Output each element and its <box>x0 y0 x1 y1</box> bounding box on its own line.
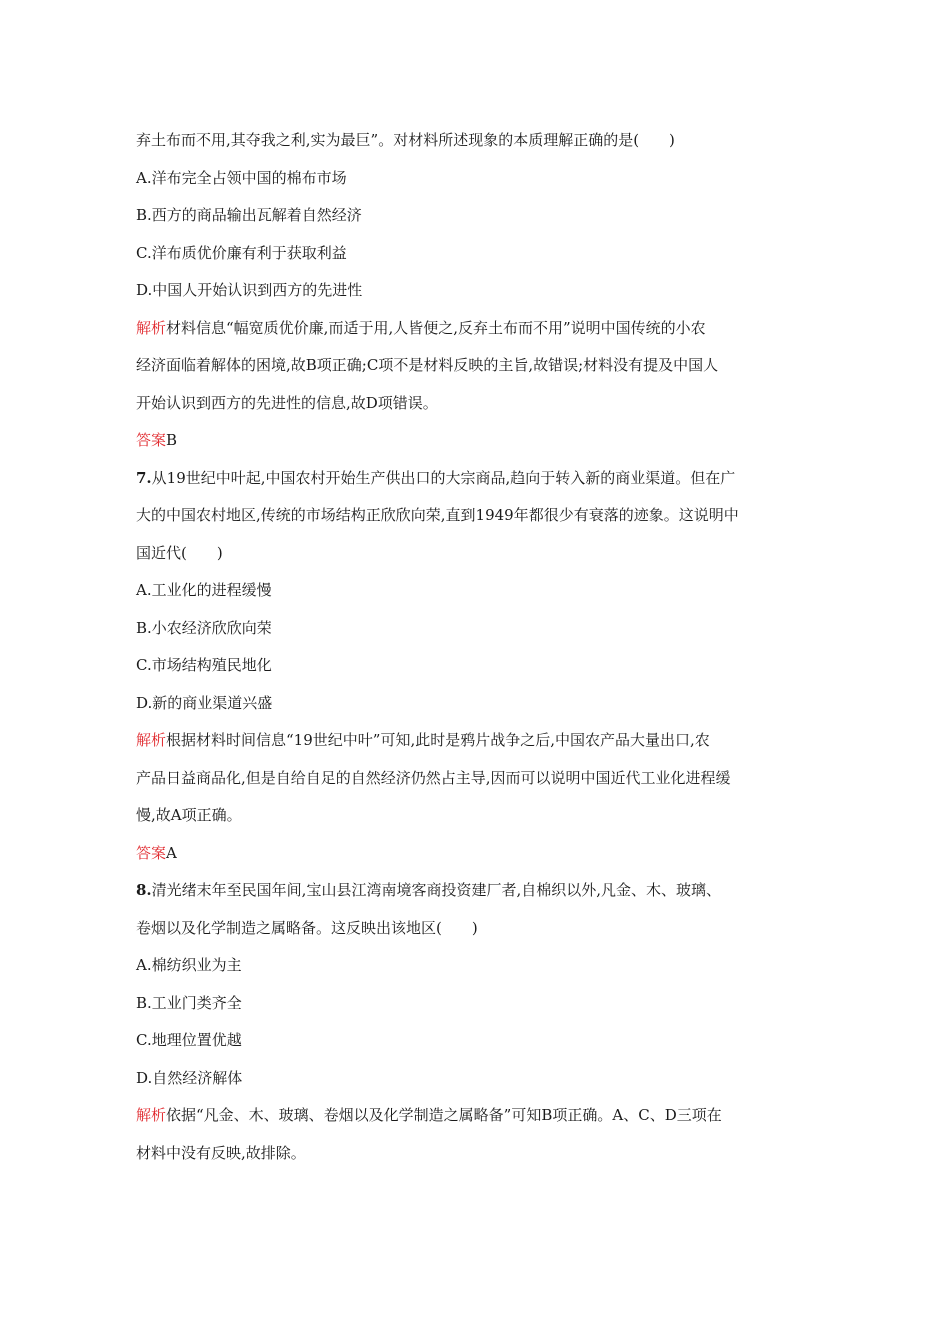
q8-option-c: C.地理位置优越 <box>136 1031 242 1049</box>
q7-stem-line-2: 大的中国农村地区,传统的市场结构正欣欣向荣,直到1949年都很少有衰落的迹象。这说明中 <box>136 506 739 524</box>
q7-answer <box>136 835 816 873</box>
q8-number: 8. <box>136 881 152 899</box>
q6-stem-tail: 弃土布而不用,其夺我之利,实为最巨”。对材料所述现象的本质理解正确的是( ) <box>136 131 675 149</box>
q7-analysis-text-1: 根据材料时间信息“19世纪中叶”可知,此时是鸦片战争之后,中国农产品大量出口,农 <box>166 731 710 749</box>
q6-analysis-line-3: 开始认识到西方的先进性的信息,故D项错误。 <box>136 393 438 412</box>
q8-option-d: D.自然经济解体 <box>136 1068 243 1087</box>
q8-option-a: A.棉纺织业为主 <box>136 956 242 974</box>
q7-answer-label: 答案 <box>136 843 167 862</box>
q7-stem-text-1: 从19世纪中叶起,中国农村开始生产供出口的大宗商品,趋向于转入新的商业渠道。但在广 <box>151 468 736 487</box>
q6-answer-value: B <box>166 431 178 449</box>
q7-option-b: B.小农经济欣欣向荣 <box>136 618 272 637</box>
q8-analysis-line-1 <box>136 1097 816 1135</box>
q6-answer <box>136 422 816 460</box>
q7-option-c: C.市场结构殖民地化 <box>136 656 272 674</box>
q7-number: 7. <box>136 468 152 487</box>
q6-analysis-line-2: 经济面临着解体的困境,故B项正确;C项不是材料反映的主旨,故错误;材料没有提及中国人 <box>136 356 719 374</box>
q8-stem-text-1: 清光绪末年至民国年间,宝山县江湾南境客商投资建厂者,自棉织以外,凡金、木、玻璃、 <box>151 881 721 899</box>
q6-option-c: C.洋布质优价廉有利于获取利益 <box>136 243 347 262</box>
q7-stem-line-1 <box>136 460 816 498</box>
q7-analysis-label: 解析 <box>136 731 167 749</box>
q8-option-b: B.工业门类齐全 <box>136 993 242 1012</box>
q6-answer-label: 答案 <box>136 431 167 449</box>
q8-analysis-line-2: 材料中没有反映,故排除。 <box>136 1143 306 1162</box>
q7-analysis-line-2: 产品日益商品化,但是自给自足的自然经济仍然占主导,因而可以说明中国近代工业化进程缓 <box>136 768 731 787</box>
q6-analysis-text-1: 材料信息“幅宽质优价廉,而适于用,人皆便之,反弃土布而不用”说明中国传统的小农 <box>166 318 706 337</box>
q7-answer-value: A <box>166 843 177 862</box>
q6-analysis-line-1 <box>136 310 816 348</box>
q6-option-d: D.中国人开始认识到西方的先进性 <box>136 281 363 299</box>
q7-option-d: D.新的商业渠道兴盛 <box>136 693 273 712</box>
q7-analysis-line-1 <box>136 722 816 760</box>
q6-option-a: A.洋布完全占领中国的棉布市场 <box>136 168 347 187</box>
q8-stem-line-1 <box>136 872 816 910</box>
document-page <box>136 122 816 1172</box>
q8-stem-line-2: 卷烟以及化学制造之属略备。这反映出该地区( ) <box>136 918 478 937</box>
q6-analysis-label: 解析 <box>136 318 167 337</box>
q6-option-b: B.西方的商品输出瓦解着自然经济 <box>136 206 362 224</box>
q7-option-a: A.工业化的进程缓慢 <box>136 581 272 599</box>
q8-analysis-text-1: 依据“凡金、木、玻璃、卷烟以及化学制造之属略备”可知B项正确。A、C、D三项在 <box>166 1106 722 1124</box>
q8-analysis-label: 解析 <box>136 1106 167 1124</box>
q7-stem-line-3: 国近代( ) <box>136 543 223 562</box>
q7-analysis-line-3: 慢,故A项正确。 <box>136 806 242 824</box>
